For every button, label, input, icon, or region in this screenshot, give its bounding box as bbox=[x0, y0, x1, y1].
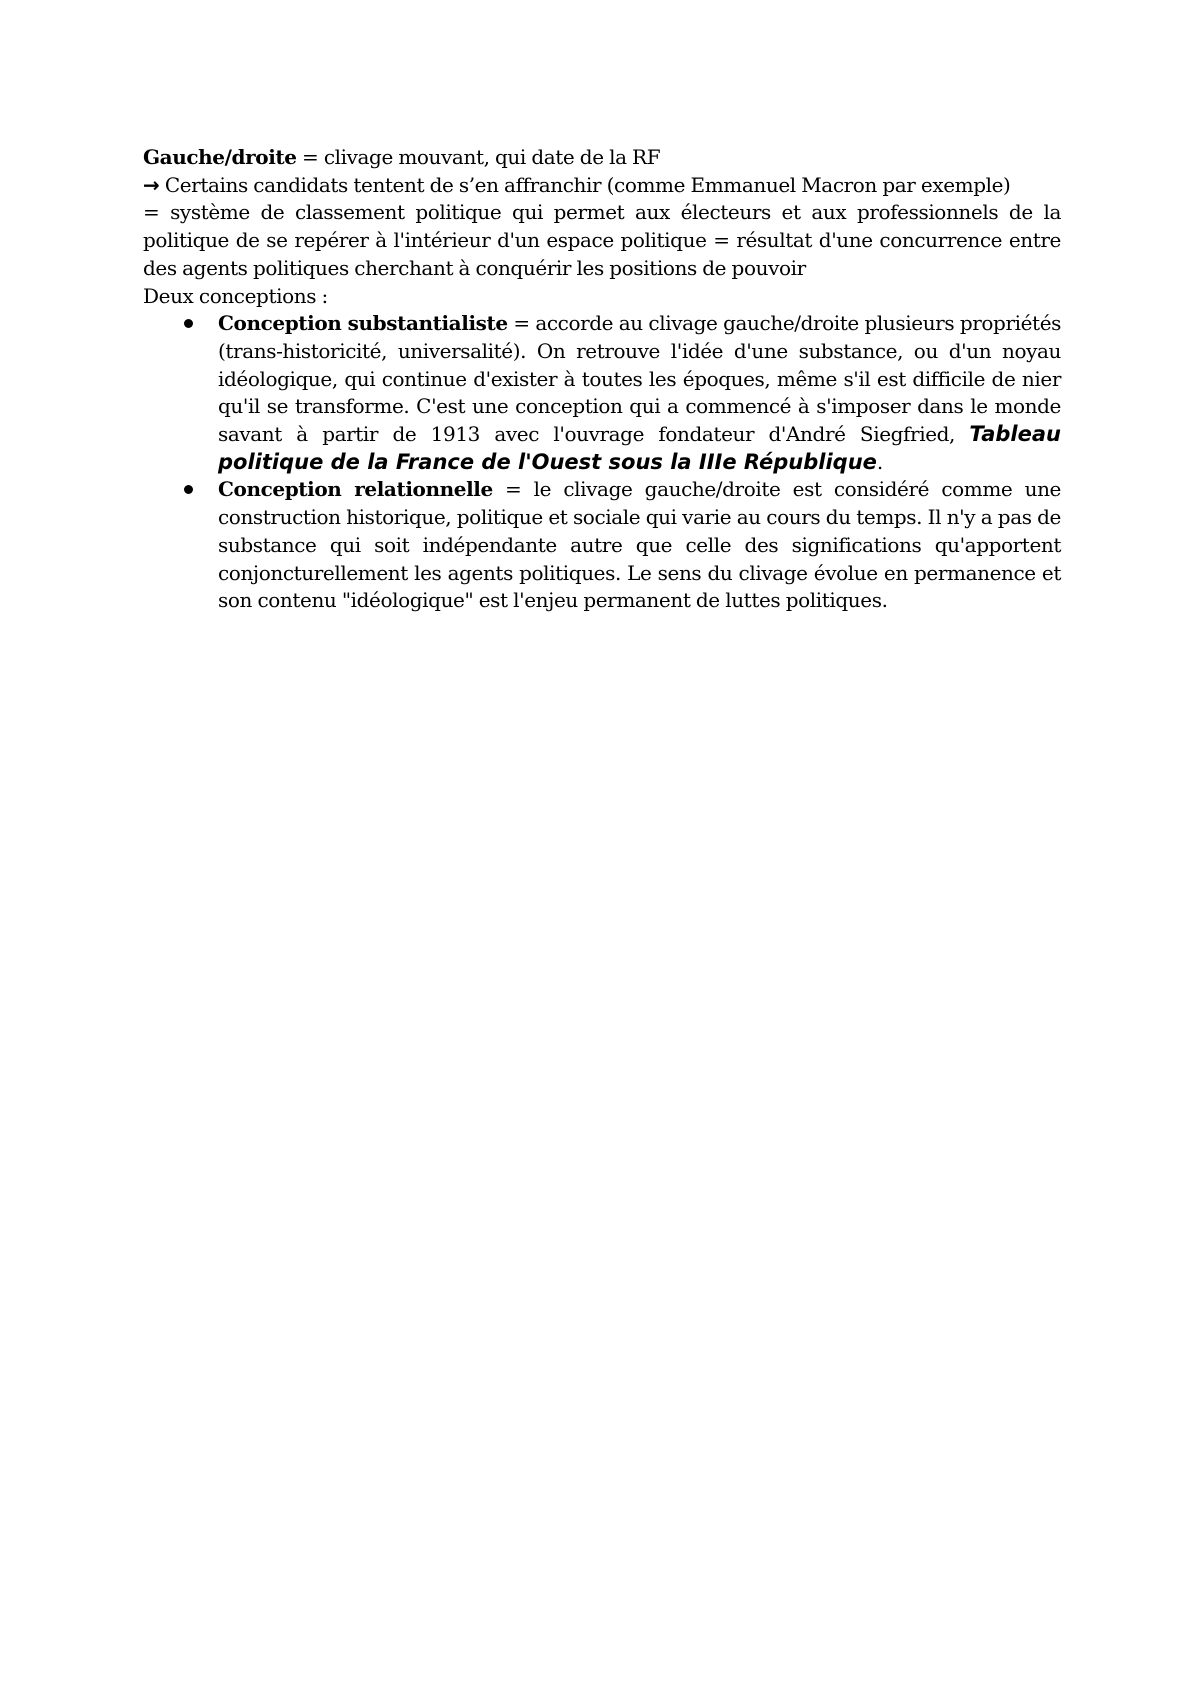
intro-definition: = clivage mouvant, qui date de la RF bbox=[296, 145, 661, 169]
bullet-icon bbox=[184, 319, 193, 328]
arrow-line bbox=[143, 172, 1061, 200]
list-item bbox=[143, 310, 1061, 476]
list-item bbox=[143, 476, 1061, 615]
system-paragraph: = système de classement politique qui permet aux électeurs et aux professionnels de la politique de se repérer à l'intérieur d'un espace politique = résultat d'une concurrence entre des agents politiques cherchant à conquérir les positions de pouvoir bbox=[143, 200, 1061, 280]
right-arrow-icon: → bbox=[143, 172, 160, 197]
intro-line bbox=[143, 144, 1061, 172]
book-title: Tableau politique de la France de l'Ouest sous la IIIe République bbox=[218, 422, 1061, 474]
conception-term: Conception relationnelle bbox=[218, 477, 493, 502]
arrow-text: Certains candidats tentent de s’en affranchir (comme Emmanuel Macron par exemple) bbox=[159, 172, 1011, 197]
document-page bbox=[143, 144, 1061, 615]
intro-term: Gauche/droite bbox=[143, 145, 297, 169]
conception-term: Conception substantialiste bbox=[218, 311, 508, 336]
lead-in: Deux conceptions : bbox=[143, 283, 328, 308]
conception-text: = le clivage gauche/droite est considéré comme une construction historique, politique et sociale qui varie au cours du temps. Il n'y a pas de substance qui soit indépendante autre que celle des significations qu'apportent conjoncturellement les agents politiques. Le sens du clivage évolue en permanence et son contenu "idéologique" est l'enjeu permanent de luttes politiques. bbox=[218, 477, 1061, 613]
conception-text: = accorde au clivage gauche/droite plusieurs propriétés (trans-historicité, universalité). On retrouve l'idée d'une substance, ou d'un noyau idéologique, qui continue d'exister à toutes les époques, même s'il est difficile de nier qu'il se transforme. C'est une conception qui a commencé à s'imposer dans le monde savant à partir de 1913 avec l'ouvrage fondateur d'André Siegfried, bbox=[218, 311, 1061, 447]
bullet-icon bbox=[184, 485, 193, 494]
conception-end: . bbox=[876, 449, 883, 474]
conceptions-list bbox=[143, 310, 1061, 615]
